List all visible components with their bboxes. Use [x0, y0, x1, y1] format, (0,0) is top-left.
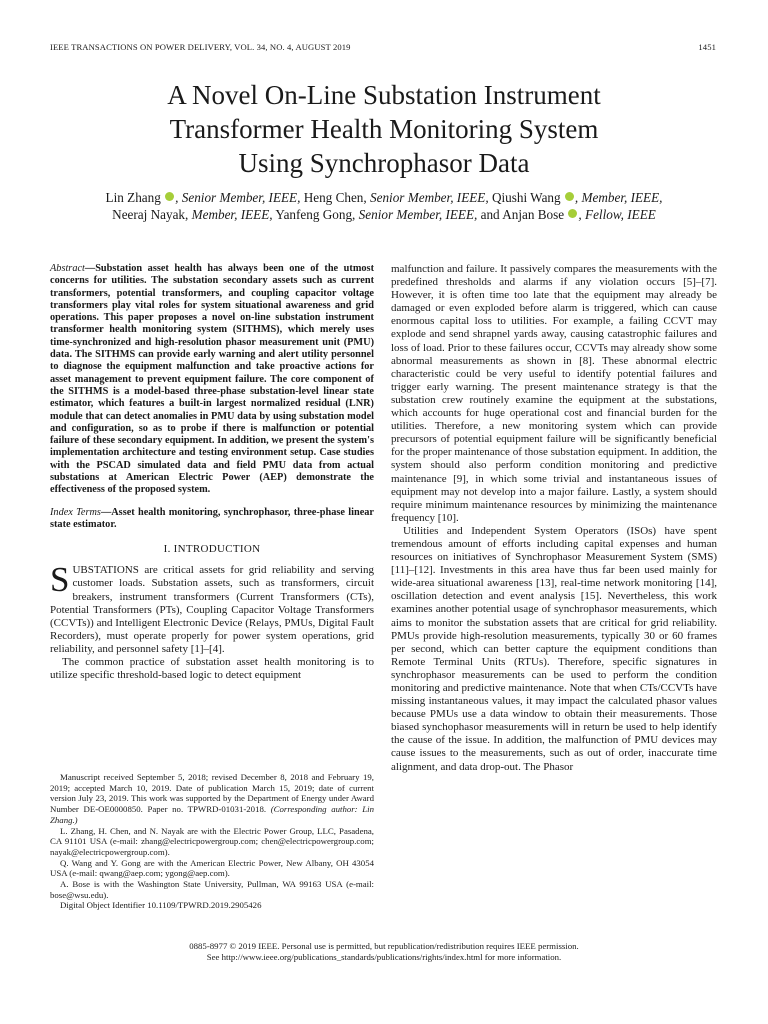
abstract-text: —Substation asset health has always been one of the utmost concerns for utilities. The substation secondary assets such as current transformers, potential transformers, and coupling capacitor voltage transformers play vital roles for system situational awareness and grid operations. This paper proposes a novel on-line substation instrument transformer health monitoring system (SITHMS), which merely uses time-synchronized and high-resolution phasor measurement unit (PMU) data. The SITHMS can provide early warning and alert utility personnel to diagnose the equipment malfunction and take proactive actions for asset management to prevent equipment failure. The core component of the SITHMS is a model-based three-phase substation-level linear state estimator, which features a built-in largest normalized residual (LNR) module that can detect anomalies in PMU data by using substation model and configuration, so as to probe if there is malfunction or potential failure of these secondary equipment. In addition, we present the system's implementation architecture and testing environment setup. Case studies with the PSCAD simulated data and field PMU data from actual substations at American Electric Power (AEP) demonstrate the effectiveness of the proposed system.: [50, 263, 374, 496]
index-terms: [50, 507, 374, 532]
author-name: Neeraj Nayak,: [112, 207, 189, 222]
author-role: Member, IEEE,: [188, 207, 273, 222]
author-name: Yanfeng Gong,: [272, 207, 356, 222]
title-line-1: A Novel On-Line Substation Instrument: [167, 80, 601, 110]
author-role: , Senior Member, IEEE,: [175, 190, 301, 205]
left-column: [50, 263, 374, 682]
orcid-icon[interactable]: [565, 192, 574, 201]
paper-title: [60, 78, 708, 180]
author-name: and Anjan Bose: [477, 207, 565, 222]
footnote-affiliation-2: Q. Wang and Y. Gong are with the American Electric Power, New Albany, OH 43054 USA (e-mail: qwang@aep.com; ygong@aep.com).: [50, 857, 374, 879]
footnotes: [50, 772, 374, 911]
index-terms-label: Index Terms: [50, 506, 101, 518]
copyright-line-1: 0885-8977 © 2019 IEEE. Personal use is permitted, but republication/redistribution requires IEEE permission.: [189, 941, 579, 951]
author-name: Qiushi Wang: [488, 190, 561, 205]
orcid-icon[interactable]: [568, 209, 577, 218]
footnote-doi: Digital Object Identifier 10.1109/TPWRD.2019.2905426: [60, 900, 262, 911]
drop-cap: S: [50, 560, 70, 600]
index-terms-text: —Asset health monitoring, synchrophasor, three-phase linear state estimator.: [50, 506, 374, 530]
right-column: [391, 263, 717, 774]
footnote-affiliation-1: L. Zhang, H. Chen, and N. Nayak are with the Electric Power Group, LLC, Pasadena, CA 91101 USA (e-mail: zhang@electricpowergroup.com; chen@electricpowergroup.com; nayak@electricpowergroup.com).: [50, 825, 374, 857]
author-role: , Fellow, IEEE: [578, 207, 656, 222]
footnote-affiliation-3: A. Bose is with the Washington State University, Pullman, WA 99163 USA (e-mail: bose@wsu.edu).: [50, 879, 374, 900]
abstract: [50, 263, 374, 497]
author-role: Senior Member, IEEE,: [366, 190, 489, 205]
author-role: Senior Member, IEEE,: [355, 207, 478, 222]
author-name: Heng Chen,: [300, 190, 367, 205]
author-name: Lin Zhang: [105, 190, 161, 205]
right-paragraph-1: malfunction and failure. It passively compares the measurements with the predefined thresholds and alarms if any violation occurs [5]–[7]. However, it is often time too late that the equipment may already be damaged or even exploded before alarm is triggered, which can cause enormous capital loss to utilities. For example, a failing CCVT may explode and send shrapnel yards away, causing catastrophic failures and loss of load. Prior to these failures occur, CCVTs may already show some abnormal measurements as shown in [8]. These abnormal electric characteristic could be very useful to identify potential failures and trigger early warning. The present maintenance strategy is that the substation crew routinely examine the equipment at the substations, which accounts for huge operational cost and financial burden for the utilities. Therefore, a new monitoring system which can provide precursors of potential equipment failure will be significantly beneficial for the proper maintenance of those substation equipment. In addition, the system should also perform condition monitoring and predictive maintenance [9], in which some trivial and instantaneous issues of equipment may not develop into a major failure. Lastly, a system should require minimum maintenance resources by minimizing the maintenance frequency [10].: [391, 263, 717, 524]
author-line-2: [50, 206, 718, 223]
section-heading-introduction: I. INTRODUCTION: [163, 543, 261, 556]
orcid-icon[interactable]: [165, 192, 174, 201]
running-head: [50, 42, 716, 52]
title-line-3: Using Synchrophasor Data: [238, 148, 530, 178]
intro-text-1: UBSTATIONS are critical assets for grid reliability and serving customer loads. Substation assets, such as transformers, circuit breakers, instrument transformers (Current Transformers (CTs), Potential Transformers (PTs), Coupling Capacitor Voltage Transformers (CCVTs)) and Intelligent Electronic Device (Relays, PMUs, Digital Fault Recorders), must operate properly for power system operations, grid reliability, and personnel safety [1]–[4].: [50, 564, 374, 655]
footnote-manuscript-text: Manuscript received September 5, 2018; revised December 8, 2018 and February 19, 2019; accepted March 10, 2019. Date of publication March 15, 2019; date of current version July 23, 2019. This work was supported by the Department of Energy under Award Number DE-OE0000850. Paper no. TPWRD-01031-2018.: [50, 772, 374, 815]
journal-info: IEEE TRANSACTIONS ON POWER DELIVERY, VOL. 34, NO. 4, AUGUST 2019: [50, 42, 351, 52]
author-list: [50, 189, 718, 223]
footnote-manuscript: [50, 772, 374, 826]
copyright-notice: [50, 941, 718, 962]
page-number: 1451: [698, 42, 716, 52]
abstract-label: Abstract: [50, 263, 85, 274]
intro-paragraph-1: [50, 560, 374, 656]
corresponding-author: (Corresponding author: Lin Zhang.): [50, 804, 374, 825]
author-role: , Member, IEEE,: [574, 190, 663, 205]
copyright-line-2[interactable]: See http://www.ieee.org/publications_standards/publications/rights/index.html for more information.: [206, 951, 562, 962]
author-line-1: [50, 189, 718, 206]
intro-paragraph-2: The common practice of substation asset health monitoring is to utilize specific threshold-based logic to detect equipment: [50, 655, 374, 682]
title-line-2: Transformer Health Monitoring System: [169, 114, 599, 144]
right-paragraph-2: Utilities and Independent System Operators (ISOs) have spent tremendous amount of efforts including capital expenses and human resources on initiatives of Synchrophasor Measurement System (SMS) [11]–[12]. Investments in this area have thus far been used mainly for wide-area situational awareness [13], real-time network monitoring [14], oscillation detection and event analysis [15]. Nevertheless, this work examines another potential usage of synchrophasor measurements, which aims to monitor the substation assets that are critical for grid reliability. PMUs provide high-resolution measurements, typically 30 or 60 frames per second, which can better capture the equipment conditions than Remote Terminal Units (RTUs). Therefore, specific signatures in synchrophasor measurements can be used to perform the condition monitoring and predictive maintenance. Note that when CTs/CCVTs have missing instantaneous values, it may impact the calculated phasor values because PMUs use a data window to obtain their measurements. Those biased synchophasor measurements will in return be used to help identify the cause of the issue. In addition, the malfunction of PMU devices may cause issues to the measurements, such as out of order, inaccurate time alignment, and data drop-out. The Phasor: [391, 524, 717, 773]
